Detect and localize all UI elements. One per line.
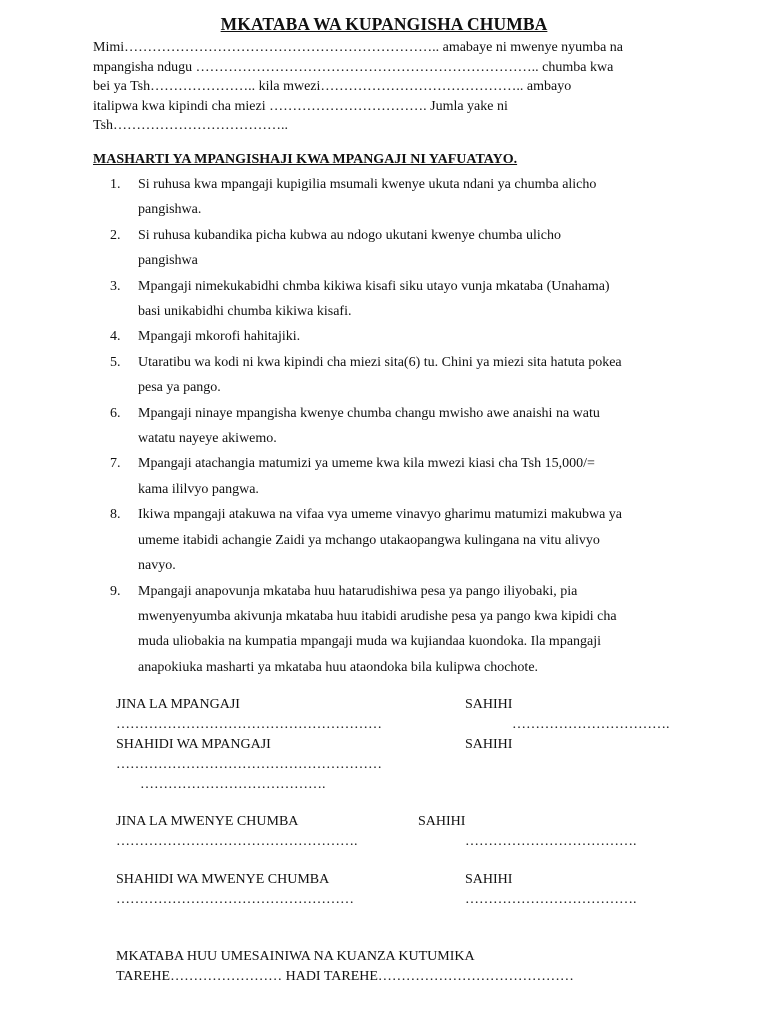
intro-line: bei ya Tsh………………….. kila mwezi…………………………………….. ambayo xyxy=(93,79,572,95)
owner-witness-label: SHAHIDI WA MWENYE CHUMBA xyxy=(116,872,330,887)
condition-text: Si ruhusa kubandika picha kubwa au ndogo ukutani kwenye chumba ulicho pangishwa xyxy=(138,227,562,269)
condition-text: Mpangaji nimekukabidhi chmba kikiwa kisafi siku utayo vunja mkataba (Unahama) basi unikabidhi chumba kikiwa kisafi. xyxy=(138,278,610,320)
condition-item xyxy=(110,223,690,274)
tenant-witness-signature-blank[interactable]: …………………………………. xyxy=(140,777,326,792)
document-title: MKATABA WA KUPANGISHA CHUMBA xyxy=(220,14,548,34)
owner-witness-signature-label: SAHIHI xyxy=(465,872,513,887)
closing-dates-line[interactable]: TAREHE…………………… HADI TAREHE…………………………………… xyxy=(116,969,574,984)
condition-text: Si ruhusa kwa mpangaji kupigilia msumali kwenye ukuta ndani ya chumba alicho pangishwa. xyxy=(138,177,597,218)
condition-number: 8. xyxy=(110,507,121,523)
tenant-witness-signature-label: SAHIHI xyxy=(465,737,513,752)
conditions-list xyxy=(110,172,690,680)
owner-signature-label: SAHIHI xyxy=(418,814,466,829)
condition-text: Mpangaji atachangia matumizi ya umeme kwa kila mwezi kiasi cha Tsh 15,000/= kama ililvyo pangwa. xyxy=(138,456,595,497)
condition-number: 4. xyxy=(110,329,121,345)
conditions-heading: MASHARTI YA MPANGISHAJI KWA MPANGAJI NI YAFUATAYO. xyxy=(93,152,518,167)
condition-number: 1. xyxy=(110,177,121,192)
condition-item xyxy=(110,579,690,681)
closing-statement: MKATABA HUU UMESAINIWA NA KUANZA KUTUMIKA xyxy=(116,949,475,964)
condition-number: 5. xyxy=(110,354,121,370)
condition-number: 7. xyxy=(110,456,121,472)
condition-item xyxy=(110,502,690,578)
intro-line: Tsh……………………………….. xyxy=(93,118,289,134)
condition-item xyxy=(110,324,690,349)
condition-item xyxy=(110,451,690,502)
tenant-name-blank[interactable]: ………………………………………………… xyxy=(116,717,382,732)
condition-text: Mpangaji ninaye mpangisha kwenye chumba changu mwisho awe anaishi na watu watatu nayeye akiwemo. xyxy=(138,405,600,447)
condition-number: 2. xyxy=(110,227,121,243)
intro-line: Mimi………………………………………………………….. amabaye ni mwenye nyumba na xyxy=(93,40,623,55)
tenant-name-label: JINA LA MPANGAJI xyxy=(116,697,240,712)
owner-witness-name-blank[interactable]: …………………………………………… xyxy=(116,892,354,907)
owner-witness-signature-blank[interactable]: ………………………………. xyxy=(465,892,637,907)
condition-item xyxy=(110,274,690,325)
condition-item xyxy=(110,401,690,452)
intro-paragraph xyxy=(93,38,683,136)
tenant-witness-name-blank[interactable]: ………………………………………………… xyxy=(116,757,382,772)
condition-item xyxy=(110,172,690,223)
condition-text: Mpangaji anapovunja mkataba huu hatarudishiwa pesa ya pango iliyobaki, pia mwenyenyumba akivunja mkataba huu itabidi arudishe pesa ya pango kwa kipidi cha muda uliobakia na kumpatia mpangaji muda wa kujiandaa kuondoka. Ila mpangaji anapokiuka masharti ya mkataba huu ataondoka bila kulipwa chochote. xyxy=(138,583,617,675)
condition-text: Utaratibu wa kodi ni kwa kipindi cha miezi sita(6) tu. Chini ya miezi sita hatuta pokea pesa ya pango. xyxy=(138,354,622,396)
condition-text: Mpangaji mkorofi hahitajiki. xyxy=(138,329,301,345)
owner-name-label: JINA LA MWENYE CHUMBA xyxy=(116,814,299,829)
condition-text: Ikiwa mpangaji atakuwa na vifaa vya umeme vinavyo gharimu matumizi makubwa ya umeme itabidi achangie Zaidi ya mchango utakaopangwa kulingana na vitu alivyo navyo. xyxy=(138,507,623,574)
intro-line: mpangisha ndugu ……………………………………………………………….. chumba kwa xyxy=(93,59,614,75)
owner-signature-blank[interactable]: ………………………………. xyxy=(465,834,637,849)
condition-number: 6. xyxy=(110,405,121,421)
condition-number: 3. xyxy=(110,278,121,294)
tenant-signature-label: SAHIHI xyxy=(465,697,513,712)
condition-number: 9. xyxy=(110,583,121,599)
owner-name-blank[interactable]: ……………………………………………. xyxy=(116,834,358,849)
condition-item xyxy=(110,350,690,401)
intro-line: italipwa kwa kipindi cha miezi ……………………………. Jumla yake ni xyxy=(93,98,508,114)
tenant-witness-label: SHAHIDI WA MPANGAJI xyxy=(116,737,271,752)
tenant-signature-blank[interactable]: ……………………………. xyxy=(512,717,670,732)
